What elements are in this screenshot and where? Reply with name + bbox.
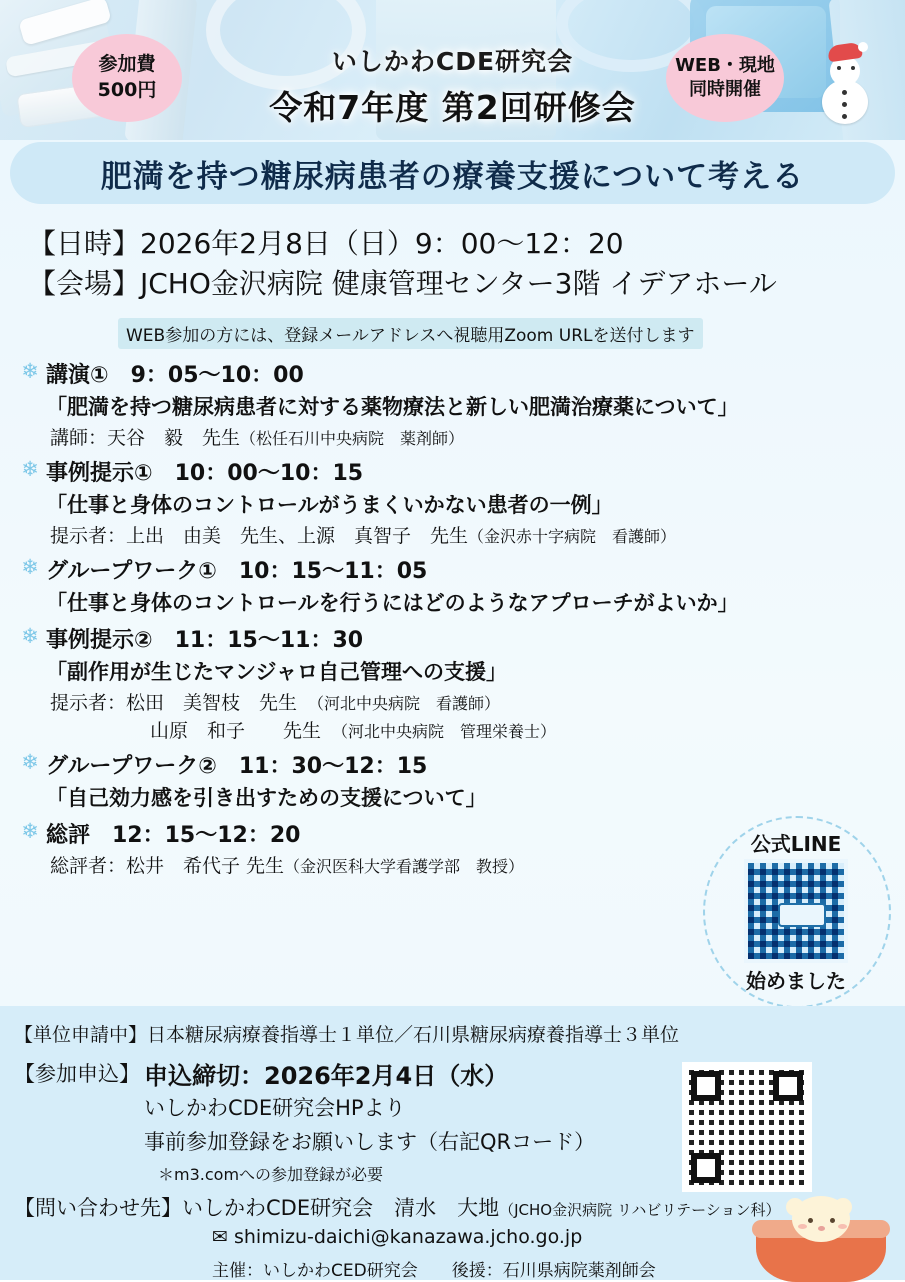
web-badge-line1: WEB・現地 [675, 54, 775, 76]
presenter-affil: （河北中央病院 看護師） [316, 694, 501, 713]
presenter-name-2: 山原 和子 先生 [150, 720, 322, 742]
presenter-affil: （金沢赤十字病院 看護師） [468, 527, 677, 546]
theme-banner-text: 肥満を持つ糖尿病患者の療養支援について考える [100, 158, 805, 195]
apply-line-1: いしかわCDE研究会HPより [144, 1096, 406, 1120]
snowflake-icon: ❄ [21, 750, 39, 774]
event-title: 令和7年度 第2回研修会 [269, 88, 636, 127]
presenter-name: 提示者：上出 由美 先生、上源 真智子 先生 [50, 525, 469, 547]
mail-icon: ✉ [212, 1226, 228, 1248]
fee-badge-line1: 参加費 [98, 53, 156, 76]
fee-badge [72, 34, 182, 122]
contact-name: 【問い合わせ先】いしかわCDE研究会 清水 大地 [14, 1196, 500, 1220]
presenter-affil: （松任石川中央病院 薬剤師） [240, 429, 465, 448]
snowflake-icon: ❄ [21, 624, 39, 648]
presenter-affil-2: （河北中央病院 管理栄養士） [340, 722, 557, 741]
program-title: 総評 12：15～12：20 [46, 823, 301, 848]
organizer-name: いしかわCDE研究会 [331, 47, 574, 76]
credit-units: 【単位申請中】日本糖尿病療養指導士１単位／石川県糖尿病療養指導士３単位 [14, 1024, 680, 1046]
program-presenter [50, 521, 890, 548]
program-title: 事例提示① 10：00～10：15 [46, 461, 364, 486]
program-subtitle: 「仕事と身体のコントロールを行うにはどのようなアプローチがよいか」 [46, 591, 739, 615]
event-venue: 【会場】JCHO金沢病院 健康管理センター3階 イデアホール [28, 267, 777, 300]
contact-affil: （JCHO金沢病院 リハビリテーション科） [499, 1201, 781, 1219]
line-qr-code[interactable] [744, 859, 848, 963]
host-line: 主催：いしかわCED研究会 後援：石川県病院薬剤師会 [212, 1261, 656, 1281]
apply-note: ＊m3.comへの参加登録が必要 [158, 1165, 384, 1184]
presenter-name: 提示者：松田 美智枝 先生 [50, 692, 298, 714]
official-line-block [715, 828, 877, 996]
fee-badge-line2: 500円 [97, 79, 157, 101]
program-subtitle: 「仕事と身体のコントロールがうまくいかない患者の一例」 [46, 493, 613, 517]
program-subtitle: 「肥満を持つ糖尿病患者に対する薬物療法と新しい肥満治療薬について」 [46, 395, 739, 419]
bear-mascot-icon [756, 1198, 886, 1282]
program-item [18, 456, 890, 548]
presenter-affil: （金沢医科大学看護学部 教授） [284, 857, 525, 876]
snowflake-icon: ❄ [21, 457, 39, 481]
apply-deadline: 申込締切：2026年2月4日（水） [144, 1062, 509, 1090]
program-list [18, 358, 890, 884]
program-subtitle: 「自己効力感を引き出すための支援について」 [46, 786, 487, 810]
program-subtitle: 「副作用が生じたマンジャロ自己管理への支援」 [46, 660, 508, 684]
zoom-note: WEB参加の方には、登録メールアドレスへ視聴用Zoom URLを送付します [118, 318, 703, 349]
program-title: グループワーク① 10：15～11：05 [46, 559, 428, 584]
program-item [18, 623, 890, 743]
program-item [18, 358, 890, 450]
presenter-name: 総評者：松井 希代子 先生 [50, 855, 285, 877]
snowflake-icon: ❄ [21, 555, 39, 579]
theme-banner [10, 142, 895, 204]
event-date: 【日時】2026年2月8日（日）9：00～12：20 [28, 227, 624, 260]
program-title: 事例提示② 11：15～11：30 [46, 628, 364, 653]
program-presenter [50, 688, 890, 715]
program-title: 講演① 9：05～10：00 [46, 363, 304, 388]
program-item [18, 749, 890, 812]
contact-mail[interactable]: shimizu-daichi@kanazawa.jcho.go.jp [233, 1226, 583, 1248]
snowflake-icon: ❄ [21, 819, 39, 843]
apply-label: 【参加申込】 [14, 1062, 140, 1086]
web-badge [666, 34, 784, 122]
program-presenter-2 [150, 716, 890, 743]
contact-mail-line [212, 1226, 582, 1248]
web-badge-line2: 同時開催 [689, 79, 761, 100]
line-subtitle: 始めました [746, 969, 846, 993]
program-title: グループワーク② 11：30～12：15 [46, 754, 428, 779]
application-qr-code[interactable] [682, 1062, 812, 1192]
snowflake-icon: ❄ [21, 359, 39, 383]
contact-line [14, 1192, 781, 1222]
snowman-icon [812, 44, 878, 128]
program-presenter [50, 423, 890, 450]
apply-line-2: 事前参加登録をお願いします（右記QRコード） [144, 1130, 596, 1154]
presenter-name: 講師：天谷 毅 先生 [50, 427, 241, 449]
line-title: 公式LINE [750, 832, 842, 856]
program-item [18, 554, 890, 617]
